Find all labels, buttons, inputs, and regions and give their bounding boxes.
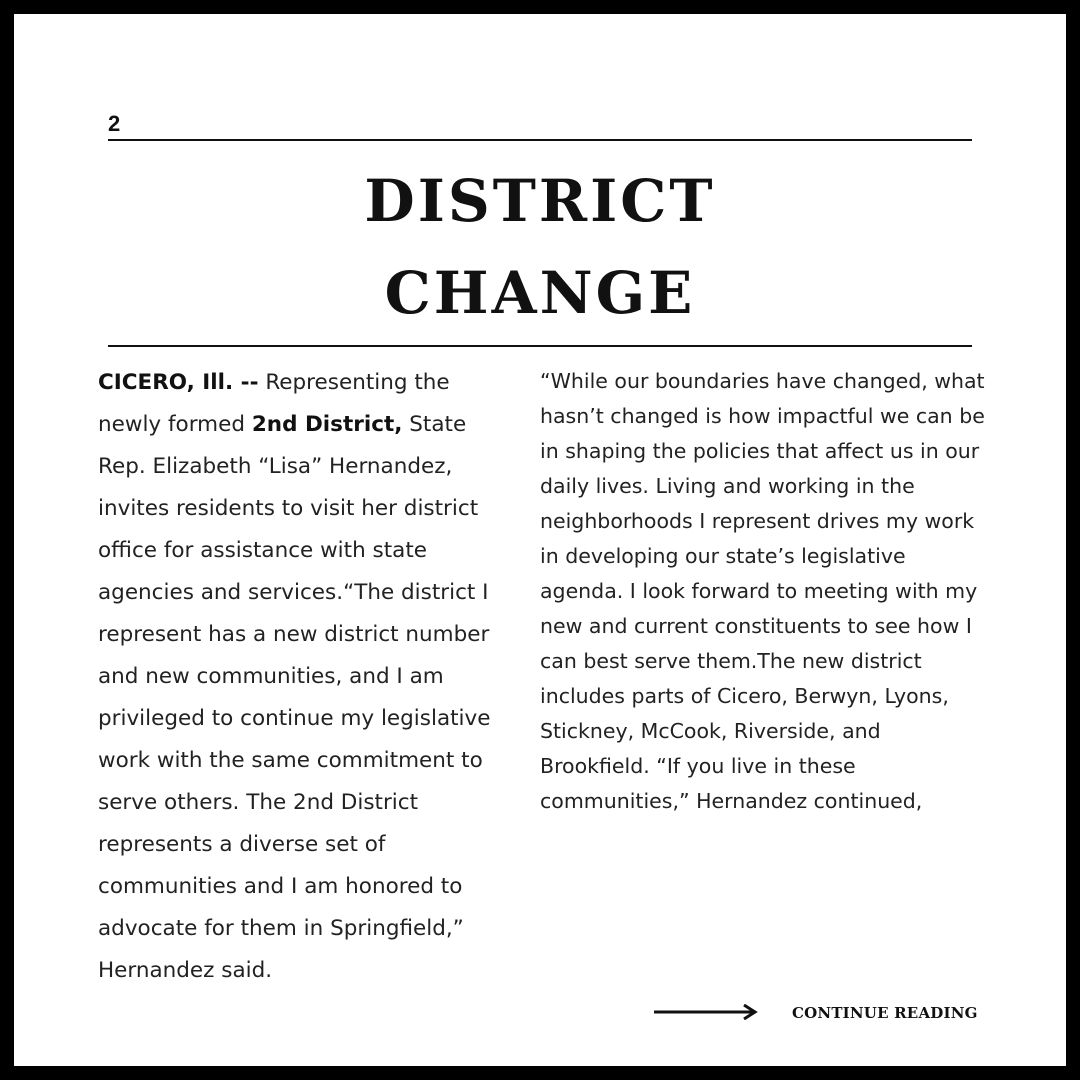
headline-divider — [108, 345, 972, 347]
headline-line-1: DISTRICT — [364, 167, 716, 235]
continue-reading-link[interactable]: CONTINUE READING — [792, 1004, 978, 1022]
top-divider — [108, 139, 972, 141]
article-right-column: “While our boundaries have changed, what hasn’t changed is how impactful we can be in shaping the policies that affect us in our daily lives. Living and working in the neighborhoods I represent drives my work in developing our state’s legislative agenda. I look forward to meeting with my new and current constituents to see how I can best serve them.The new district includes parts of Cicero, Berwyn, Lyons, Stickney, McCook, Riverside, and Brookfield. “If you live in these communities,” Hernandez continued, — [540, 369, 985, 813]
article-text-2: State Rep. Elizabeth “Lisa” Hernandez, invites residents to visit her district office for assistance with state agencies and services.“The district I represent has a new district number and new communities, and I am privileged to continue my legislative work with the same commitment to serve others. The 2nd District represents a diverse set of communities and I am honored to advocate for them in Springfield,” Hernandez said. — [98, 412, 491, 983]
page — [14, 14, 1066, 1066]
district-highlight: 2nd District, — [251, 412, 403, 437]
article-left-column — [98, 362, 508, 992]
article-text-1: Representing the newly formed — [98, 370, 450, 437]
dateline: CICERO, Ill. -- — [98, 370, 259, 395]
arrow-right-icon — [654, 1004, 758, 1020]
page-number: 2 — [108, 111, 121, 136]
headline-line-2: CHANGE — [384, 259, 696, 327]
